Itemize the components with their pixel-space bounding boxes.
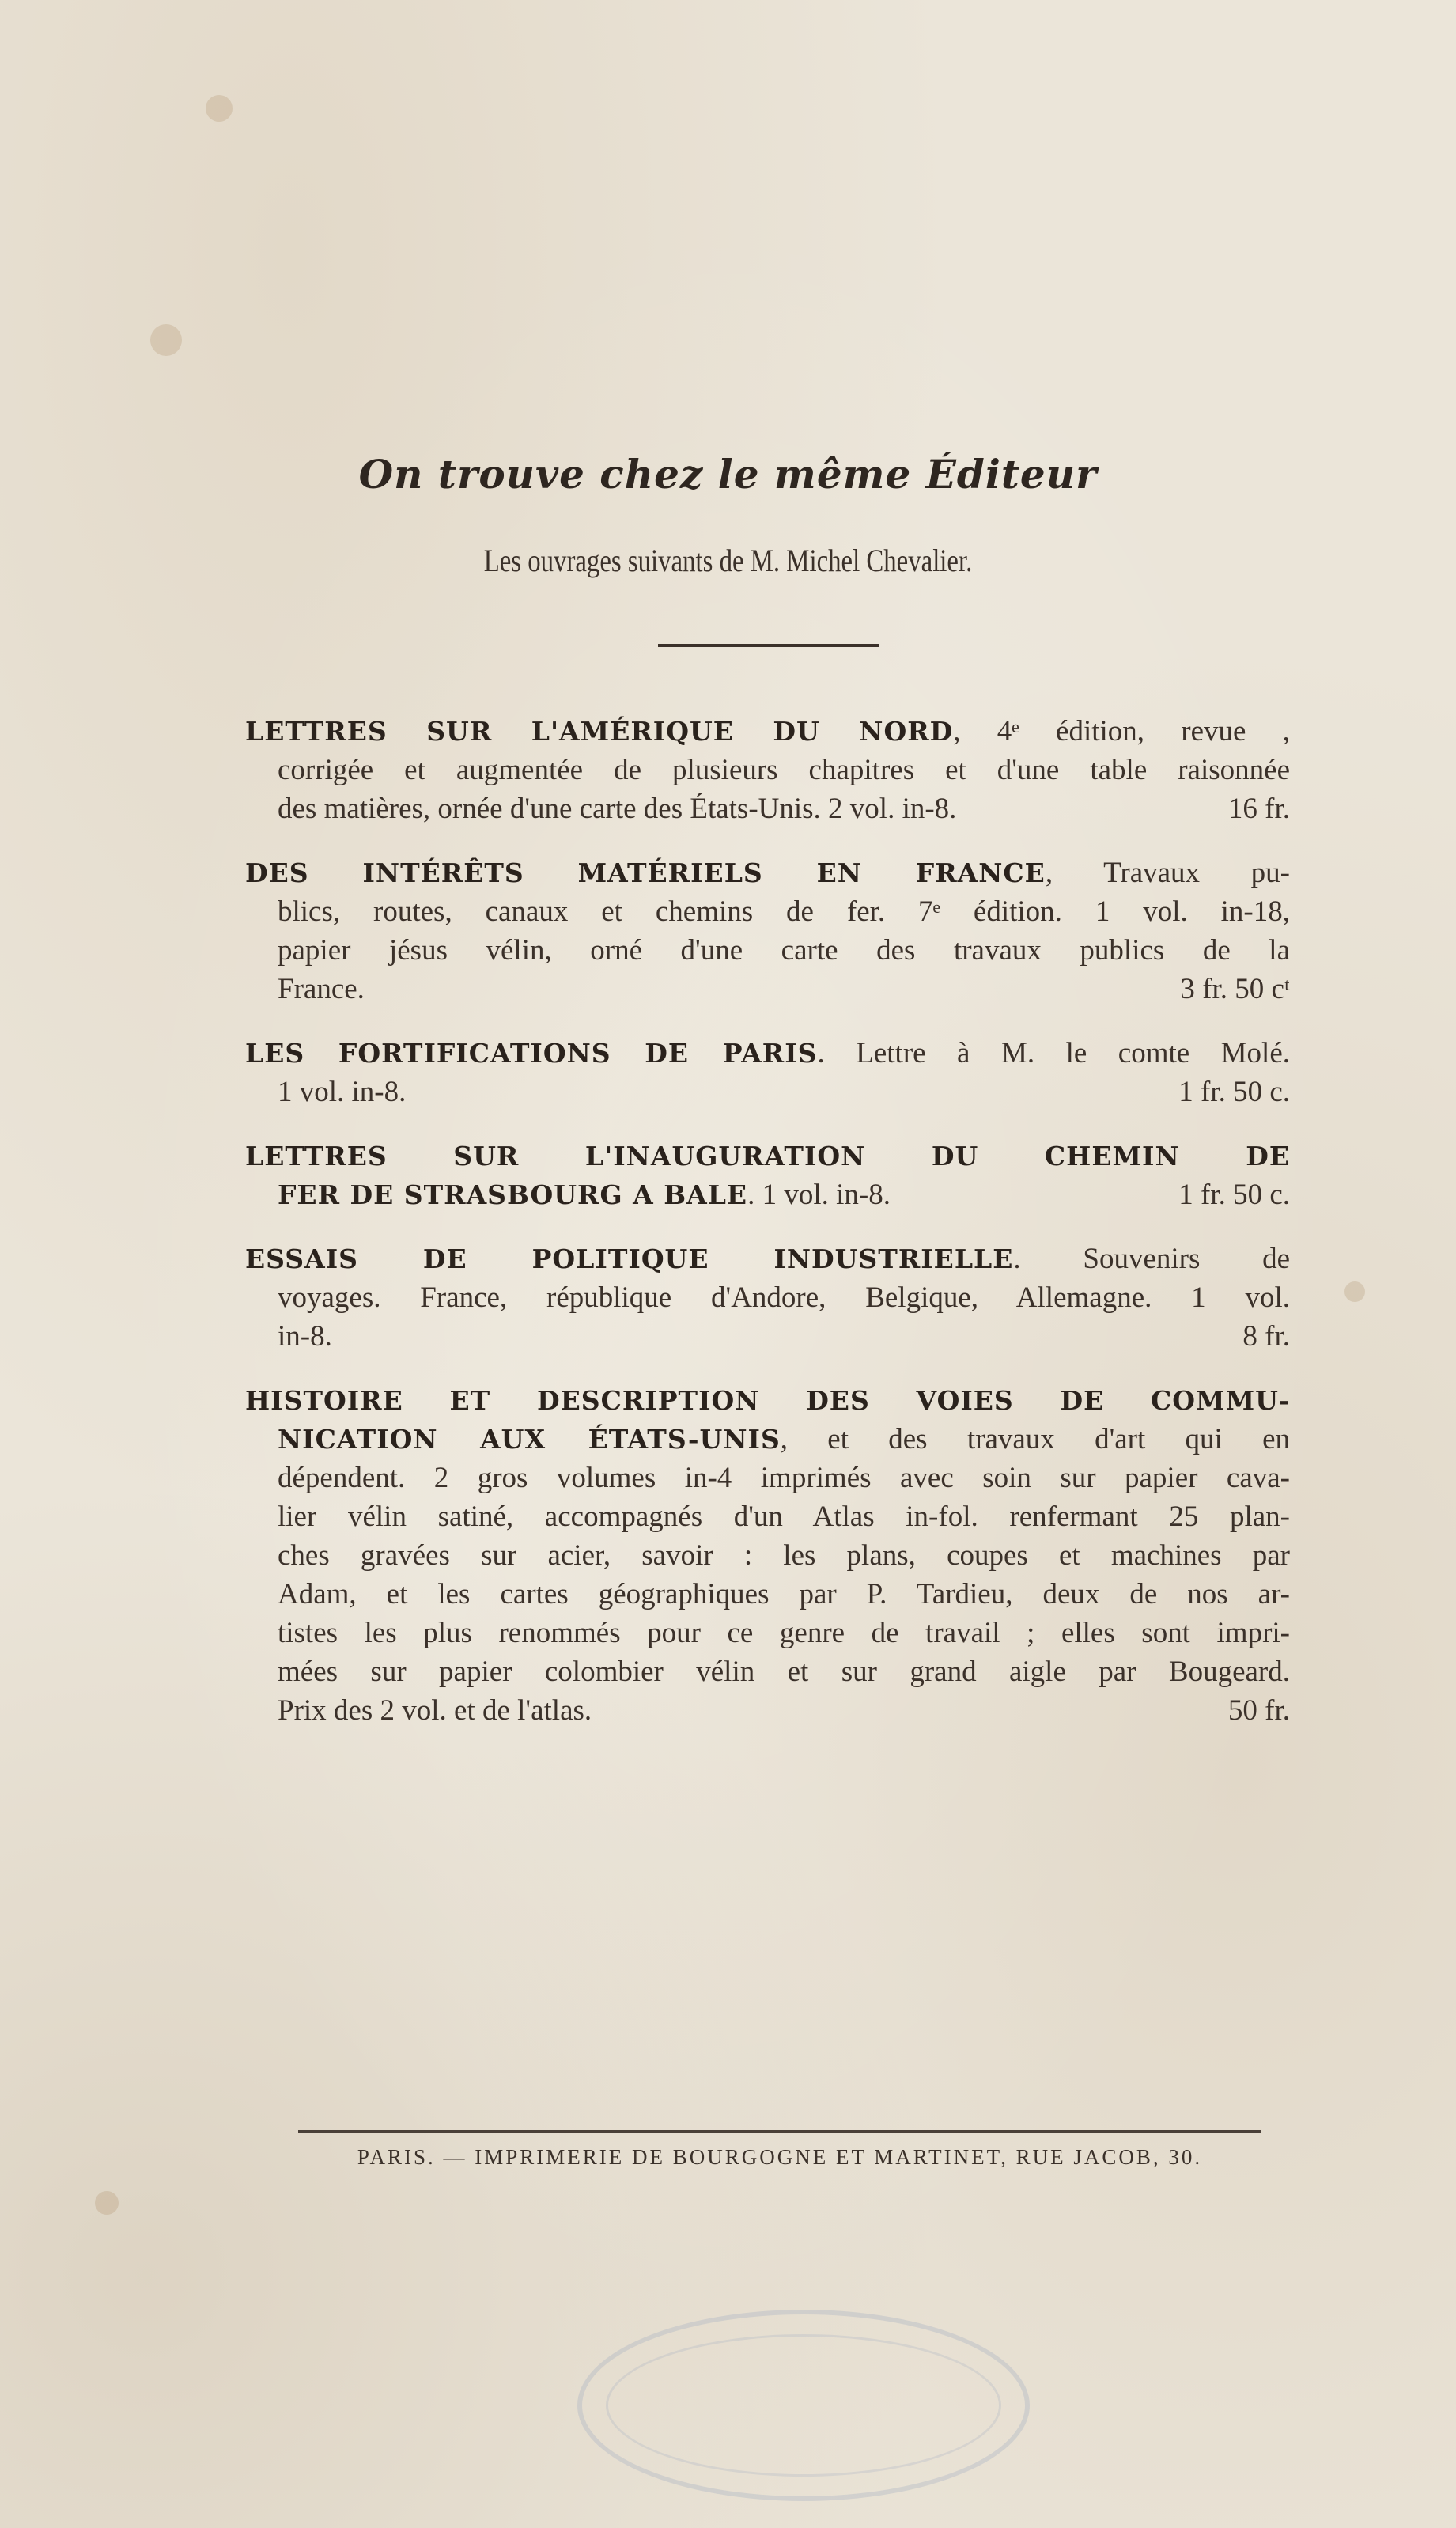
book-description: dépendent. 2 gros volumes in-4 imprimés avec soin sur papier cava- bbox=[278, 1462, 1290, 1494]
book-description: mées sur papier colombier vélin et sur grand aigle par Bougeard. bbox=[278, 1656, 1290, 1688]
book-price: 16 fr. bbox=[1227, 793, 1290, 825]
entry-line bbox=[245, 1239, 1290, 1278]
entry-line bbox=[245, 1420, 1290, 1459]
footer-rule bbox=[298, 2130, 1261, 2133]
entry-line bbox=[245, 1614, 1290, 1652]
book-description: . Lettre à M. le comte Molé. bbox=[817, 1037, 1291, 1069]
entry-line bbox=[245, 1497, 1290, 1536]
book-description: blics, routes, canaux et chemins de fer. 7ᵉ édition. 1 vol. in-18, bbox=[278, 895, 1290, 928]
book-description: . 1 vol. in-8. bbox=[747, 1179, 891, 1211]
entry-line bbox=[245, 1034, 1290, 1073]
entry-line bbox=[245, 853, 1290, 892]
stain bbox=[206, 95, 233, 122]
book-entry bbox=[245, 853, 1290, 1009]
entry-line bbox=[245, 1459, 1290, 1497]
book-title: HISTOIRE ET DESCRIPTION DES VOIES DE COMMU- bbox=[245, 1385, 1290, 1416]
entry-line bbox=[245, 892, 1290, 931]
book-description: lier vélin satiné, accompagnés d'un Atlas in-fol. renfermant 25 plan- bbox=[278, 1501, 1290, 1533]
entry-line bbox=[245, 712, 1290, 751]
book-description: . Souvenirs de bbox=[1013, 1243, 1290, 1275]
line-text bbox=[278, 1073, 406, 1111]
book-title: LES FORTIFICATIONS DE PARIS bbox=[245, 1038, 818, 1069]
book-description: papier jésus vélin, orné d'une carte des travaux publics de la bbox=[278, 934, 1290, 967]
book-description: des matières, ornée d'une carte des États-Unis. 2 vol. in-8. bbox=[278, 793, 957, 825]
book-title: LETTRES SUR L'INAUGURATION DU CHEMIN DE bbox=[245, 1141, 1290, 1171]
entry-line bbox=[245, 751, 1290, 789]
book-title: LETTRES SUR L'AMÉRIQUE DU NORD bbox=[245, 716, 954, 747]
entry-line bbox=[245, 1575, 1290, 1614]
book-entry bbox=[245, 1239, 1290, 1356]
book-description: France. bbox=[278, 973, 365, 1005]
book-description: , 4ᵉ édition, revue , bbox=[953, 715, 1290, 747]
book-entry bbox=[245, 1381, 1290, 1730]
book-list bbox=[245, 712, 1290, 1755]
book-entry bbox=[245, 1034, 1290, 1111]
line-text bbox=[278, 1175, 891, 1214]
book-price: 50 fr. bbox=[1227, 1694, 1290, 1727]
book-title: FER DE STRASBOURG A BALE bbox=[278, 1179, 748, 1210]
entry-line bbox=[245, 1278, 1290, 1317]
book-description: Adam, et les cartes géographiques par P. Tardieu, deux de nos ar- bbox=[278, 1578, 1290, 1610]
stain bbox=[150, 324, 182, 356]
book-title: ESSAIS DE POLITIQUE INDUSTRIELLE bbox=[245, 1243, 1014, 1274]
entry-line bbox=[245, 1317, 1290, 1356]
book-entry bbox=[245, 1137, 1290, 1214]
entry-line bbox=[245, 1536, 1290, 1575]
entry-line bbox=[245, 1381, 1290, 1420]
entry-line bbox=[245, 970, 1290, 1009]
book-description: Prix des 2 vol. et de l'atlas. bbox=[278, 1694, 592, 1727]
book-price: 1 fr. 50 c. bbox=[1178, 1076, 1290, 1108]
line-text bbox=[278, 1317, 332, 1356]
book-title: NICATION AUX ÉTATS-UNIS bbox=[278, 1424, 781, 1455]
book-description: in-8. bbox=[278, 1320, 332, 1353]
line-text bbox=[278, 970, 365, 1009]
entry-line bbox=[245, 931, 1290, 970]
book-price: 1 fr. 50 c. bbox=[1178, 1179, 1290, 1211]
book-description: 1 vol. in-8. bbox=[278, 1076, 407, 1108]
printer-imprint: PARIS. — IMPRIMERIE DE BOURGOGNE ET MARTINET, RUE JACOB, 30. bbox=[357, 2145, 1203, 2169]
book-description: corrigée et augmentée de plusieurs chapitres et d'une table raisonnée bbox=[278, 754, 1290, 786]
page-title: On trouve chez le même Éditeur bbox=[358, 451, 1098, 498]
stain bbox=[1344, 1281, 1365, 1302]
stain bbox=[95, 2191, 119, 2215]
book-description: voyages. France, république d'Andore, Belgique, Allemagne. 1 vol. bbox=[278, 1281, 1290, 1314]
entry-line bbox=[245, 789, 1290, 828]
entry-line bbox=[245, 1073, 1290, 1111]
book-description: ches gravées sur acier, savoir : les plans, coupes et machines par bbox=[278, 1539, 1290, 1572]
book-price: 8 fr. bbox=[1242, 1320, 1290, 1353]
book-price: 3 fr. 50 cᵗ bbox=[1180, 973, 1290, 1005]
line-text bbox=[278, 789, 956, 828]
entry-line bbox=[245, 1175, 1290, 1214]
entry-line bbox=[245, 1691, 1290, 1730]
divider bbox=[658, 644, 879, 647]
entry-line bbox=[245, 1652, 1290, 1691]
book-description: tistes les plus renommés pour ce genre de travail ; elles sont impri- bbox=[278, 1617, 1290, 1649]
book-description: , Travaux pu- bbox=[1045, 857, 1290, 889]
book-description: , et des travaux d'art qui en bbox=[780, 1423, 1290, 1455]
book-entry bbox=[245, 712, 1290, 828]
entry-line bbox=[245, 1137, 1290, 1175]
page-subtitle: Les ouvrages suivants de M. Michel Chevalier. bbox=[483, 543, 973, 578]
book-title: DES INTÉRÊTS MATÉRIELS EN FRANCE bbox=[245, 857, 1046, 888]
line-text bbox=[278, 1691, 592, 1730]
library-stamp bbox=[577, 2310, 1030, 2501]
